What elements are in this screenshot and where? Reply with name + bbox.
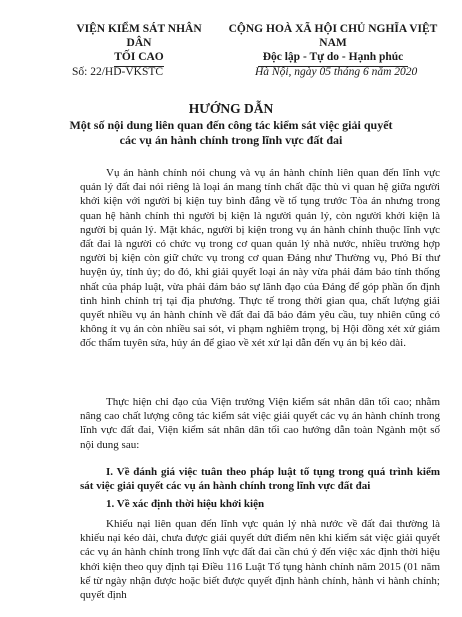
document-subtitle — [0, 118, 462, 148]
document-title: HƯỚNG DẪN — [188, 101, 274, 116]
paragraph-text: Thực hiện chỉ đạo của Viện trưởng Viện kiểm sát nhân dân tối cao; nhằm nâng cao chất lượng công tác kiểm sát việc giải quyết các vụ án hành chính trong lĩnh vực đất đai, Viện kiểm sát nhân dân tối cao hướng dẫn toàn Ngành một số nội dung sau: — [80, 396, 440, 451]
agency-name-line2: TỐI CAO — [114, 51, 164, 63]
agency-name-line1: VIỆN KIỂM SÁT NHÂN DÂN — [76, 23, 202, 49]
national-motto — [222, 22, 444, 67]
issuing-agency — [64, 22, 214, 67]
subtitle-line2: các vụ án hành chính trong lĩnh vực đất đai — [119, 133, 343, 147]
body-paragraph-1 — [80, 166, 440, 351]
subtitle-line1: Một số nội dung liên quan đến công tác kiểm sát việc giải quyết — [69, 118, 393, 132]
document-number: Số: 22/HD-VKSTC — [72, 66, 164, 78]
motto: Độc lập - Tự do - Hạnh phúc — [262, 51, 404, 63]
body-paragraph-2 — [80, 395, 440, 452]
subsection-heading-1: 1. Về xác định thời hiệu khởi kiện — [106, 498, 265, 510]
paragraph-text: Khiếu nại liên quan đến lĩnh vực quản lý nhà nước về đất đai thường là khiếu nại kéo dài, chưa được giải quyết dứt điểm nên khi kiểm sát việc giải quyết các vụ án hành chính trong lĩnh vực đất đai cần chú ý đến việc xác định thời hiệu khởi kiện theo quy định tại Điều 116 Luật Tố tụng hành chính năm 2015 (01 năm kể từ ngày nhận được hoặc biết được quyết định hành chính, hành vi hành chính; quyết định — [80, 518, 440, 602]
nation-name: CỘNG HOÀ XÃ HỘI CHỦ NGHĨA VIỆT NAM — [228, 23, 438, 49]
body-paragraph-3 — [80, 517, 440, 602]
paragraph-text: Vụ án hành chính nói chung và vụ án hành chính liên quan đến lĩnh vực quản lý đất đai nói riêng là loại án mang tính chất đặc thù vì quan hệ giữa người khởi kiện với người bị kiện tuy bình đẳng về tố tụng trước Tòa án nhưng trong quan hệ hành chính thì người bị kiện là người quản lý, còn người khởi kiện là người bị quản lý. Mặt khác, người bị kiện trong vụ án hành chính thuộc lĩnh vực đất đai là người có chức vụ trong cơ quan quản lý nhà nước, nhiều trường hợp người bị kiện còn giữ chức vụ trong cơ quan Đảng như Thường vụ, Phó Bí thư huyện ủy, tỉnh ủy; do đó, khi giải quyết loại án này vừa phải đảm bảo tính thống nhất của pháp luật, vừa phải đảm bảo sự lãnh đạo của Đảng để góp phần ổn định tình hình chính trị tại địa phương. Thực tế trong thời gian qua, chất lượng giải quyết nhiều vụ án hành chính về đất đai đã bảo đảm yêu cầu, tuy nhiên cũng có không ít vụ án còn nhiều sai sót, vi phạm nghiêm trọng, bị Hội đồng xét xử giám đốc thẩm tuyên sửa, hủy án để giao về xét xử lại dẫn đến vụ án bị kéo dài. — [80, 167, 440, 350]
place-and-date: Hà Nội, ngày 05 tháng 6 năm 2020 — [255, 66, 418, 78]
section-heading-1: I. Về đánh giá việc tuân theo pháp luật tố tụng trong quá trình kiểm sát việc giải quyết các vụ án hành chính trong lĩnh vực đất đai — [80, 466, 440, 493]
